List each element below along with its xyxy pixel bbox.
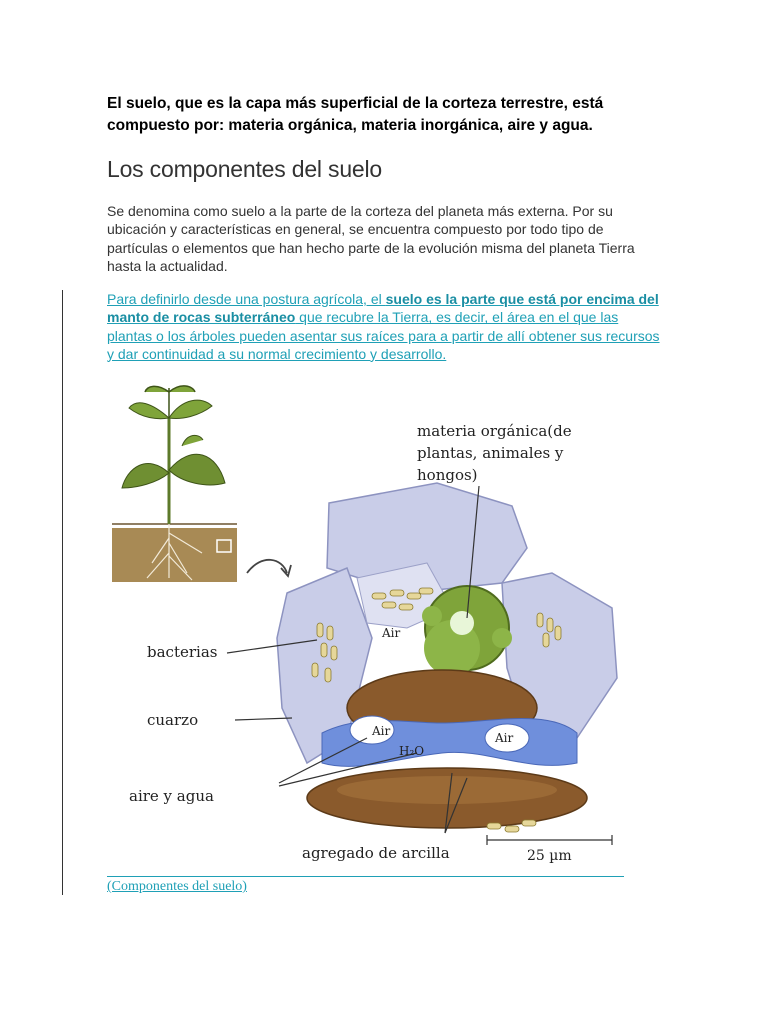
body-paragraph: Se denomina como suelo a la parte de la corteza del planeta más externa. Por su ubicación y características en general, se encuentra compuesto por todo tipo de partículas o elementos que han hecho parte de la evolución misma del planeta Tierra hasta la actualidad. [107, 203, 635, 274]
figure-caption-link[interactable]: (Componentes del suelo) [107, 879, 247, 894]
caption-divider [107, 876, 624, 877]
lead-paragraph [107, 93, 667, 137]
label-air-3: Air [495, 731, 514, 745]
quote-link-1[interactable]: Para definirlo desde una postura agrícola, el suelo es la parte que está por encima del manto de rocas subterráneo [107, 291, 659, 326]
label-air-1: Air [382, 626, 401, 640]
label-arcilla: agregado de arcilla [302, 844, 450, 862]
label-organic-1: materia orgánica(de [417, 422, 572, 440]
label-water: H₂O [399, 744, 425, 758]
quote-link-2[interactable]: que recubre la Tierra, es decir, el área en el que las plantas o los árboles pueden asentar sus raíces para a partir de allí obtener sus recursos y dar continuidad a su normal crecimiento y desarrollo. [107, 309, 660, 362]
quoted-link-paragraph [107, 290, 662, 363]
label-air-2: Air [372, 724, 391, 738]
soil-components-figure [107, 378, 624, 873]
lead-line-1: El suelo, que es la capa más superficial de la corteza terrestre, está [107, 95, 604, 112]
quote-border [62, 290, 63, 895]
label-aire-agua: aire y agua [129, 787, 214, 805]
section-heading: Los componentes del suelo [107, 156, 383, 182]
label-bacterias: bacterias [147, 643, 218, 661]
soil-diagram [107, 378, 624, 873]
label-organic-3: hongos) [417, 466, 478, 484]
quote-bold-text[interactable]: suelo es la parte que está por encima del manto de rocas subterráneo [107, 291, 659, 326]
label-cuarzo: cuarzo [147, 711, 199, 729]
lead-line-2: compuesto por: materia orgánica, materia inorgánica, aire y agua. [107, 117, 593, 134]
label-scale: 25 µm [527, 848, 572, 864]
label-organic-2: plantas, animales y [417, 444, 564, 462]
